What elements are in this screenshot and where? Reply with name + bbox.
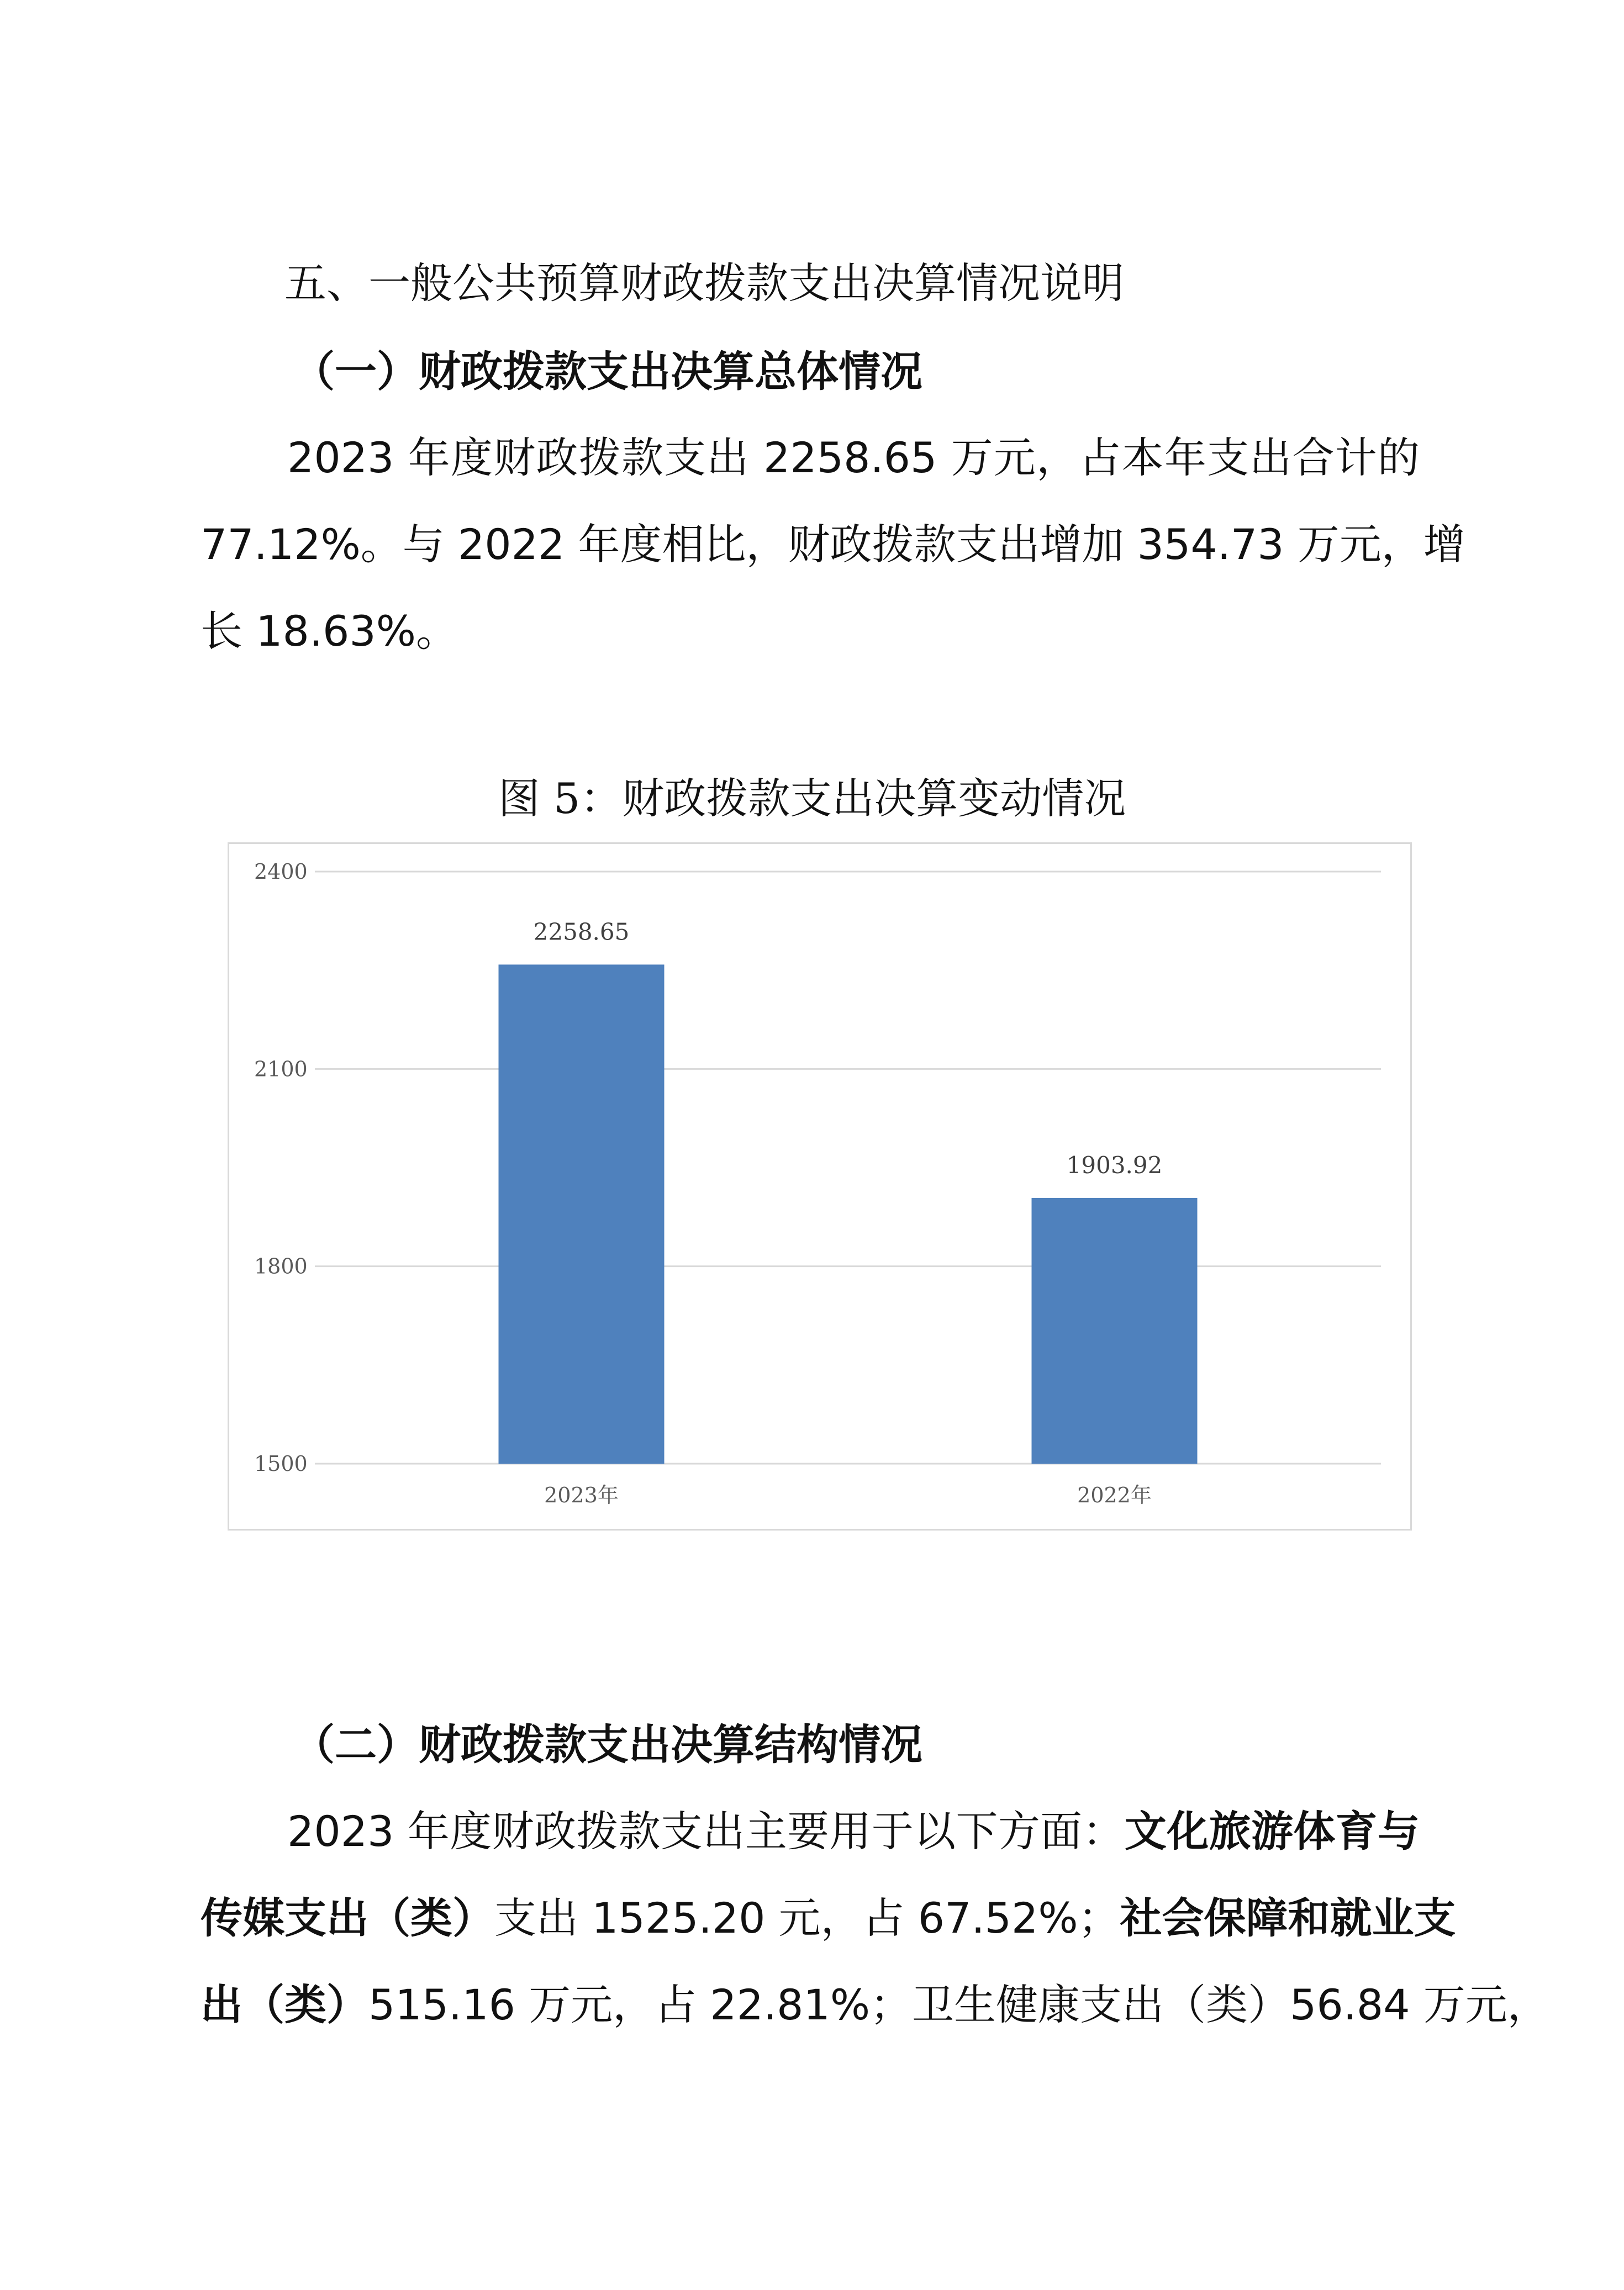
subsection-heading-1: （一）财政拨款支出决算总体情况 — [293, 347, 922, 396]
bar-chart — [229, 844, 1410, 1529]
y-tick-label: 1500 — [254, 1452, 308, 1476]
data-label: 2258.65 — [533, 918, 630, 946]
paragraph-2-bold: 出（类） — [201, 1980, 368, 2029]
y-tick-label: 2400 — [254, 859, 308, 884]
paragraph-2-bold: 传媒支出（类） — [201, 1893, 494, 1943]
subsection-heading-2: （二）财政拨款支出决算结构情况 — [293, 1720, 922, 1769]
paragraph-2-text: 2023 年度财政拨款支出主要用于以下方面： — [287, 1807, 1125, 1856]
paragraph-2-text: 515.16 万元，占 22.81%；卫生健康支出（类）56.84 万元， — [368, 1980, 1549, 2029]
chart-title: 图 5：财政拨款支出决算变动情况 — [498, 774, 1126, 823]
x-tick-label: 2023年 — [544, 1483, 619, 1507]
paragraph-2-bold: 社会保障和就业支 — [1120, 1893, 1456, 1943]
paragraph-2-line-2 — [201, 1885, 1456, 1945]
data-label: 1903.92 — [1066, 1151, 1163, 1179]
paragraph-1-line-2: 77.12%。与 2022 年度相比，财政拨款支出增加 354.73 万元，增 — [201, 520, 1465, 569]
paragraph-1-line-1: 2023 年度财政拨款支出 2258.65 万元，占本年支出合计的 — [287, 433, 1420, 482]
y-tick-label: 1800 — [254, 1254, 308, 1279]
bar — [499, 964, 665, 1464]
paragraph-1-line-3: 长 18.63%。 — [201, 606, 458, 656]
paragraph-2-text: 支出 1525.20 元，占 67.52%； — [494, 1893, 1120, 1943]
x-tick-label: 2022年 — [1077, 1483, 1152, 1507]
chart-container — [228, 842, 1412, 1531]
bar — [1032, 1198, 1198, 1464]
section-heading: 五、一般公共预算财政拨款支出决算情况说明 — [284, 258, 1124, 308]
paragraph-2-bold: 文化旅游体育与 — [1124, 1807, 1420, 1856]
paragraph-2-line-3 — [201, 1971, 1549, 2032]
y-tick-label: 2100 — [254, 1057, 308, 1081]
paragraph-2-line-1 — [287, 1798, 1420, 1858]
